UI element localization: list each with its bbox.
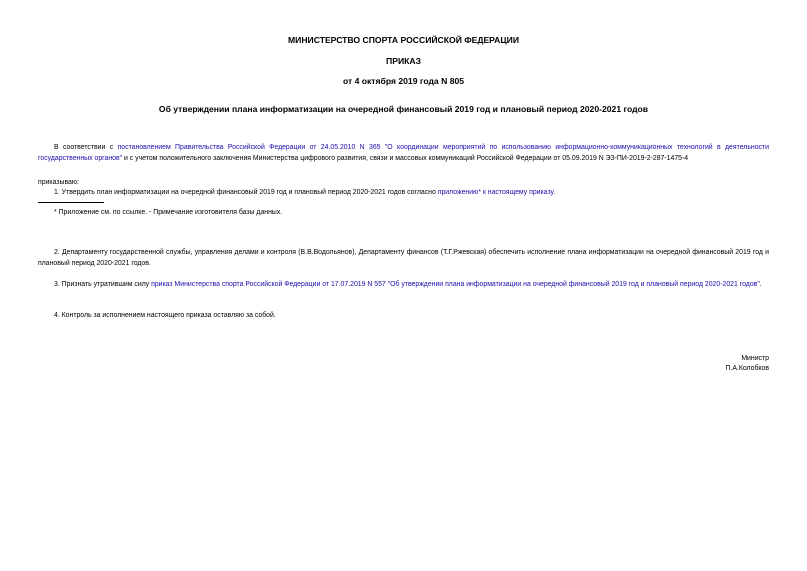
item-1-text-3: . [553, 189, 556, 196]
preamble-text-1: В соответствии с [54, 144, 118, 151]
date-number-heading: от 4 октября 2019 года N 805 [342, 76, 465, 86]
signature-name: П.А.Колобков [725, 365, 769, 372]
signature-position: Министр [741, 355, 769, 362]
doc-type-heading: ПРИКАЗ [386, 56, 421, 66]
preamble-text-2: и с учетом положительного заключения Министерства цифрового развития, связи и массовых коммуникаций Российской Федерации от 05.09.2019 N ЭЗ-ПИ-2019-2-287-1475-4 [122, 154, 689, 162]
item-2 [38, 248, 769, 269]
government-decree-link[interactable]: постановлением Правительства Российской Федерации от 24.05.2010 N 365 "О координации мероприятий по использованию информационно-коммуникационных технологий в деятельности государственных органов" [38, 144, 770, 162]
item-3-text-2: . [759, 281, 762, 288]
repealed-order-link[interactable]: приказ Министерства спорта Российской Федерации от 17.07.2019 N 557 "Об утверждении плана информатизации на очередной финансовый 2019 год и плановый период 2020-2021 годов" [151, 281, 760, 288]
item-4: 4. Контроль за исполнением настоящего приказа оставляю за собой. [54, 312, 276, 319]
document-title: Об утверждении плана информатизации на очередной финансовый 2019 год и плановый период 2020-2021 годов [158, 104, 649, 114]
appendix-star-text[interactable]: * к [478, 189, 488, 196]
item-3 [38, 280, 769, 291]
footnote: * Приложение см. по ссылке. - Примечание изготовителя базы данных. [54, 209, 283, 216]
this-order-link[interactable]: настоящему приказу [487, 189, 554, 196]
order-word: приказываю: [38, 179, 79, 186]
preamble-paragraph [38, 143, 769, 164]
item-1-text-1: 1. Утвердить план информатизации на очередной финансовый 2019 год и плановый период 2020-2021 годов согласно [54, 189, 438, 196]
item-1 [54, 188, 555, 198]
ministry-heading: МИНИСТЕРСТВО СПОРТА РОССИЙСКОЙ ФЕДЕРАЦИИ [287, 35, 519, 45]
appendix-link[interactable]: приложению [437, 189, 479, 196]
item-2-text: 2. Департаменту государственной службы, управления делами и контроля (В.В.Водольянов), Департаменту финансов (Т.Г.Ржевская) обеспечить исполнение плана информатизации на очередной финансовый 2019 год и плановый период 2020-2021 годов. [38, 249, 769, 267]
item-3-text-1: 3. Признать утратившим силу [54, 281, 152, 288]
footnote-divider [38, 202, 104, 203]
